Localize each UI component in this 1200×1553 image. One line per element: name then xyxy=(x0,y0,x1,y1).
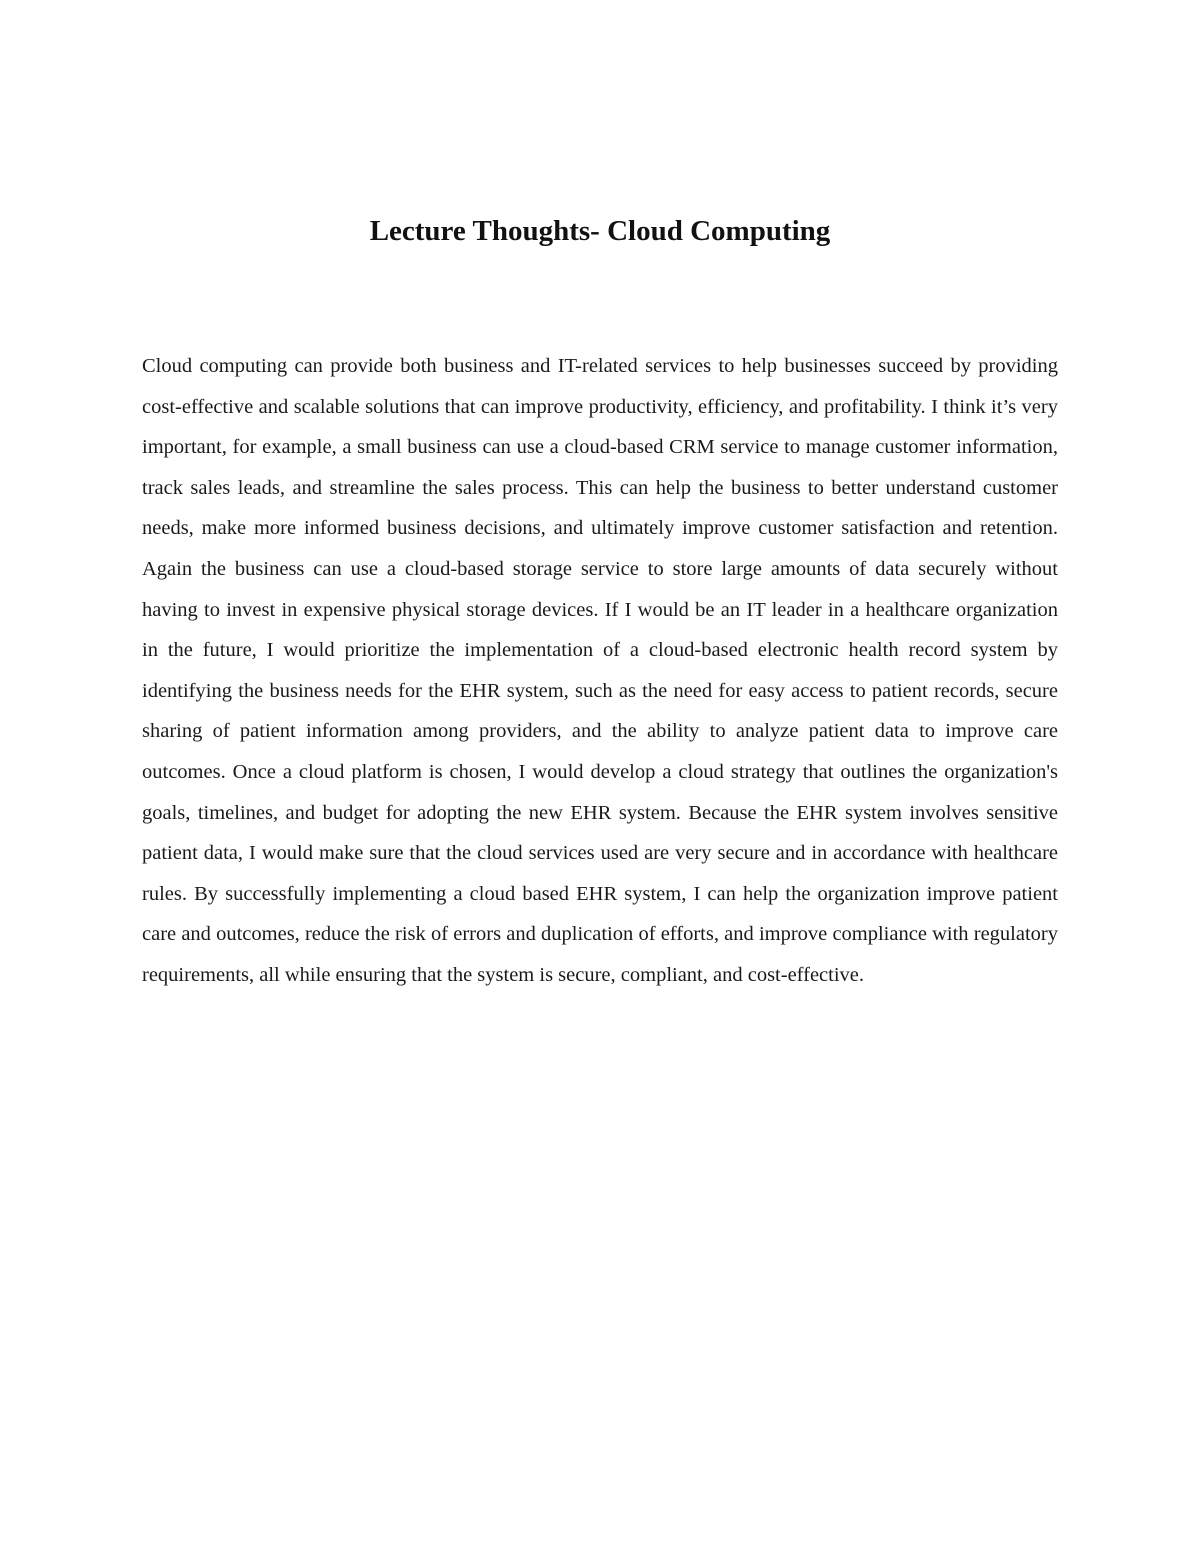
body-paragraph: Cloud computing can provide both business and IT-related services to help businesses succeed by providing cost-effective and scalable solutions that can improve productivity, efficiency, and profitability. I think it’s very important, for example, a small business can use a cloud-based CRM service to manage customer information, track sales leads, and streamline the sales process. This can help the business to better understand customer needs, make more informed business decisions, and ultimately improve customer satisfaction and retention. Again the business can use a cloud-based storage service to store large amounts of data securely without having to invest in expensive physical storage devices. If I would be an IT leader in a healthcare organization in the future, I would prioritize the implementation of a cloud-based electronic health record system by identifying the business needs for the EHR system, such as the need for easy access to patient records, secure sharing of patient information among providers, and the ability to analyze patient data to improve care outcomes. Once a cloud platform is chosen, I would develop a cloud strategy that outlines the organization's goals, timelines, and budget for adopting the new EHR system. Because the EHR system involves sensitive patient data, I would make sure that the cloud services used are very secure and in accordance with healthcare rules. By successfully implementing a cloud based EHR system, I can help the organization improve patient care and outcomes, reduce the risk of errors and duplication of efforts, and improve compliance with regulatory requirements, all while ensuring that the system is secure, compliant, and cost-effective. xyxy=(142,355,1058,986)
document-title: Lecture Thoughts- Cloud Computing xyxy=(369,215,831,247)
